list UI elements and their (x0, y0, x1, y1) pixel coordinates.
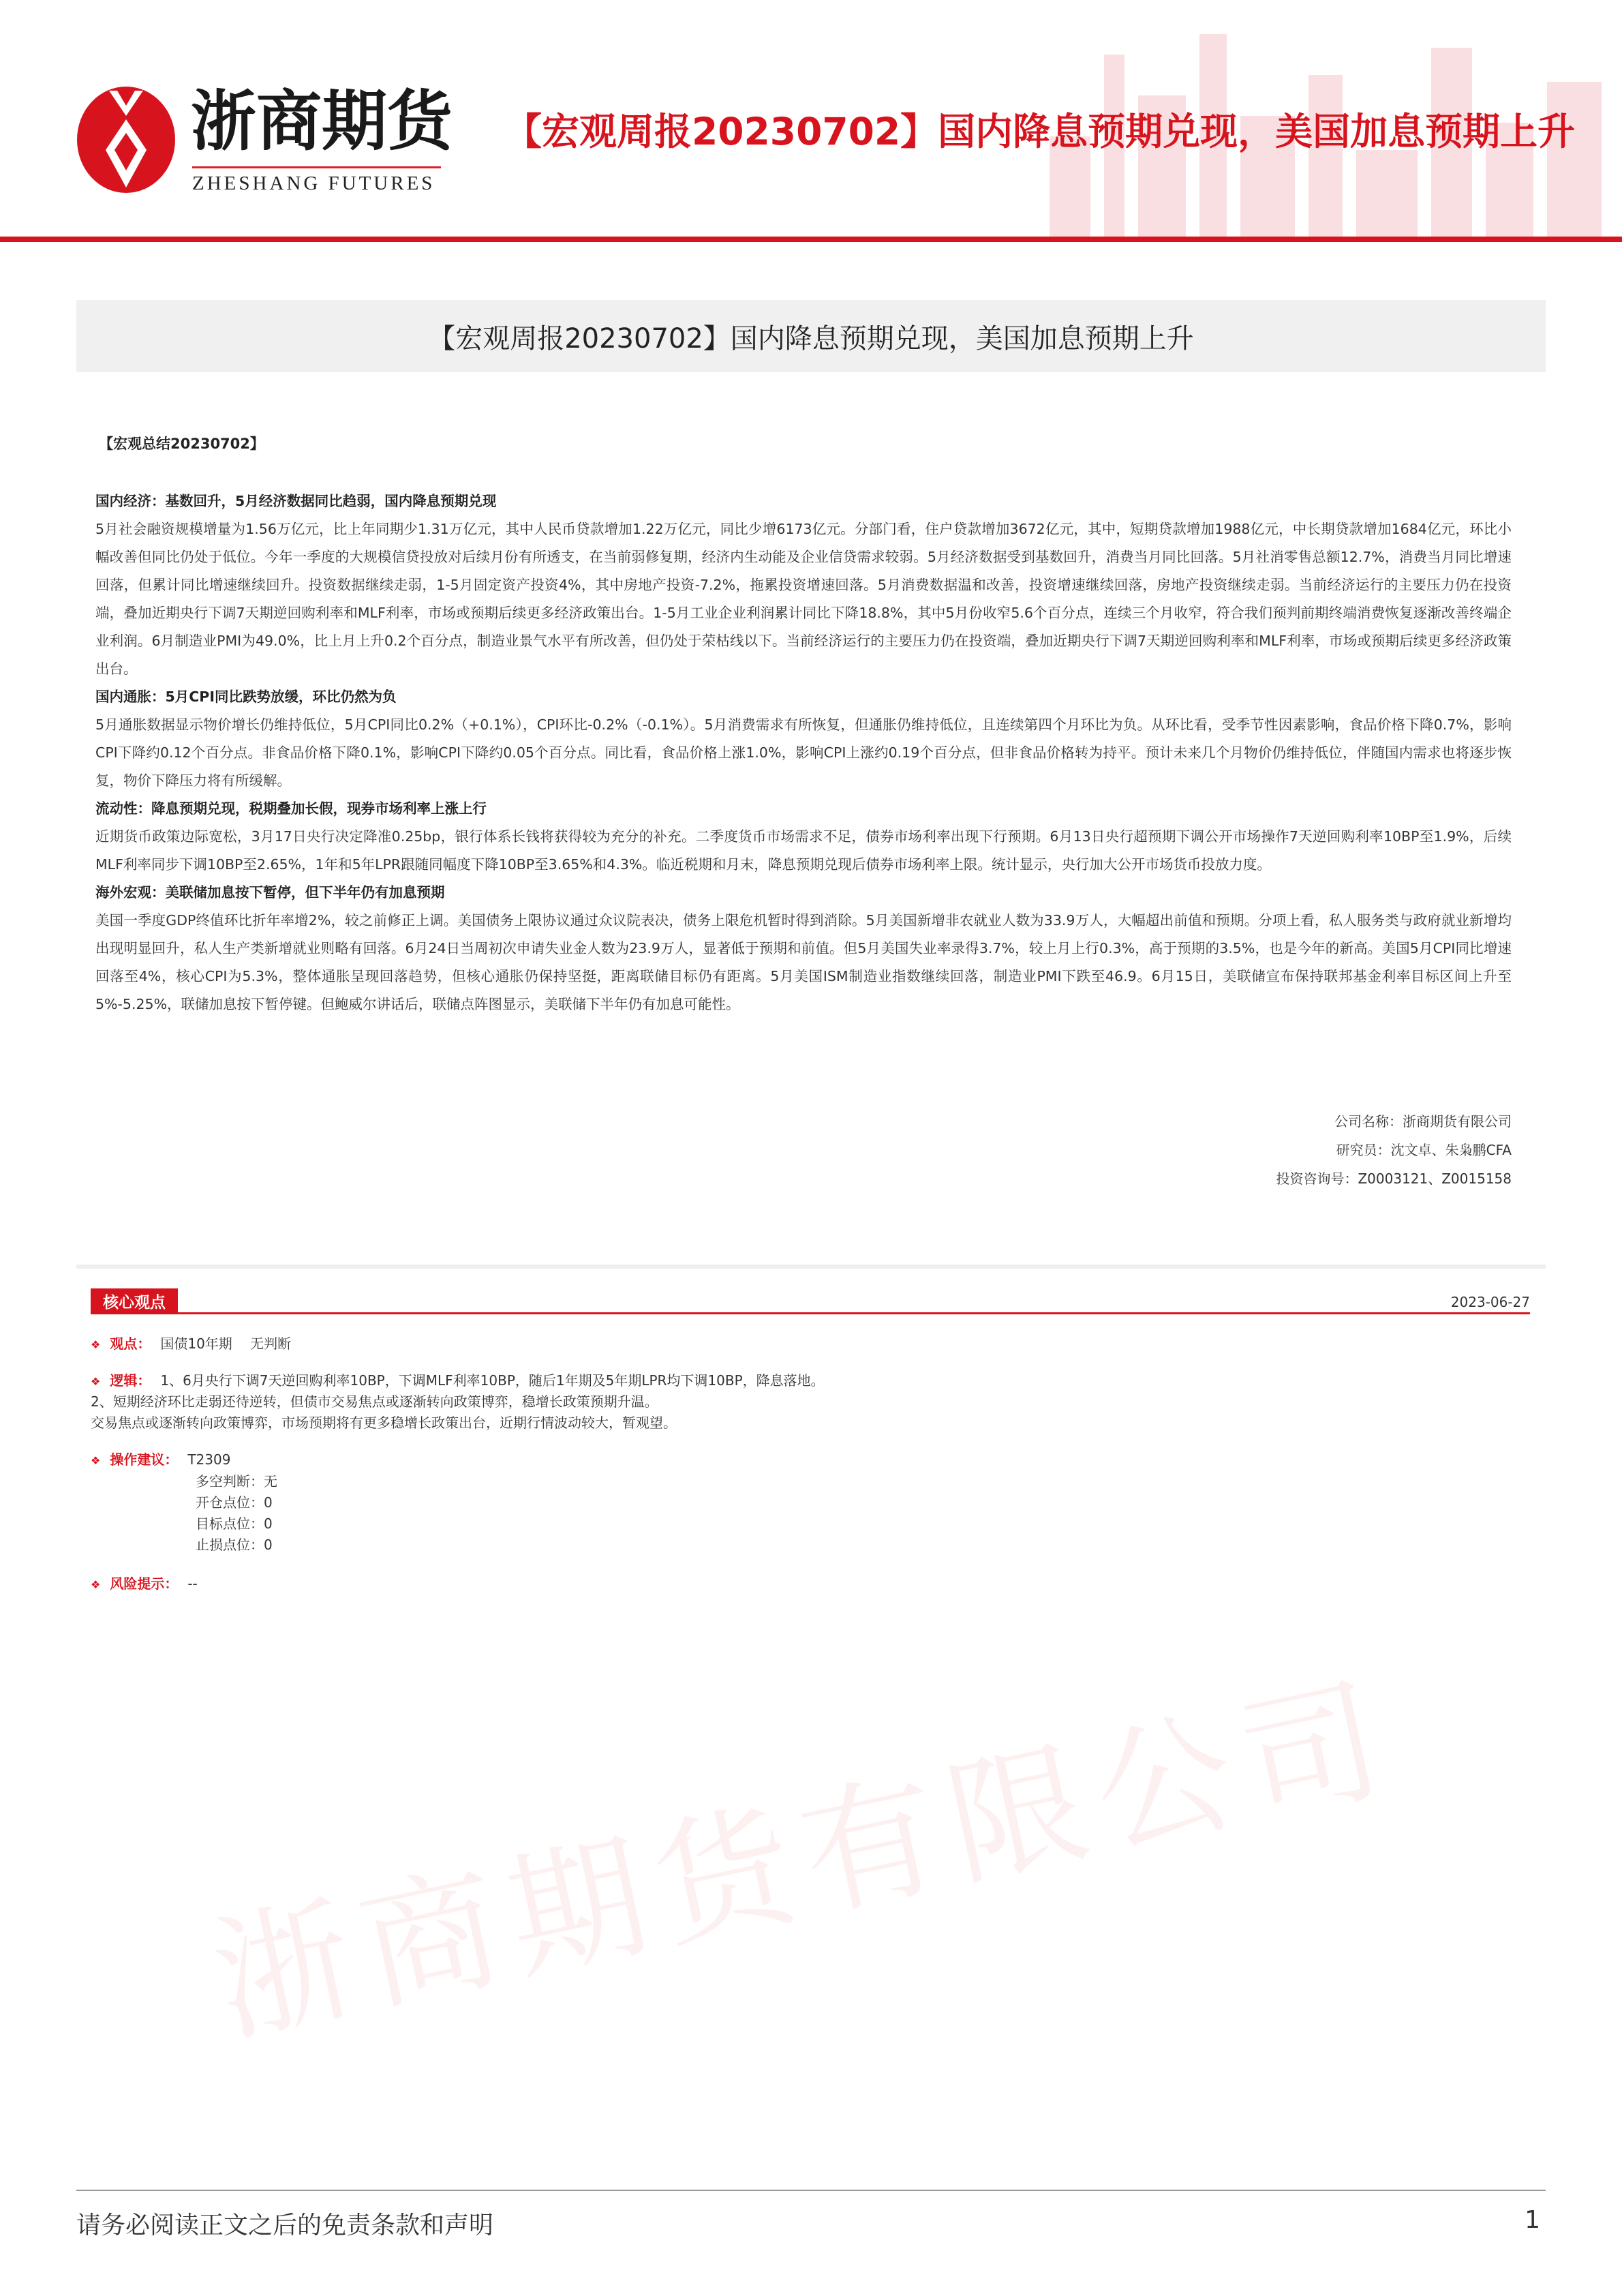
section-text: 近期货币政策边际宽松，3月17日央行决定降准0.25bp，银行体系长钱将获得较为充分的补充。二季度货币市场需求不足，债券市场利率出现下行预期。6月13日央行超预期下调公开市场操作7天逆回购利率10BP至1.9%，后续MLF利率同步下调10BP至2.65%，1年和5年LPR跟随同幅度下降10BP至3.65%和4.3%。临近税期和月末，降息预期兑现后债券市场利率上限。统计显示，央行加大公开市场货币投放力度。 (95, 828, 1512, 873)
summary-label: 【宏观总结20230702】 (99, 436, 264, 452)
section-text: 5月社会融资规模增量为1.56万亿元，比上年同期少1.31万亿元，其中人民币贷款增加1.22万亿元，同比少增6173亿元。分部门看，住户贷款增加3672亿元，其中，短期贷款增加1988亿元，中长期贷款增加1684亿元，环比小幅改善但同比仍处于低位。今年一季度的大规模信贷投放对后续月份有所透支，在当前弱修复期，经济内生动能及企业信贷需求较弱。5月经济数据受到基数回升，消费当月同比回落。5月社消零售总额12.7%，消费当月同比增速回落，但累计同比增速继续回升。投资数据继续走弱，1-5月固定资产投资4%，其中房地产投资-7.2%，拖累投资增速回落。5月消费数据温和改善，投资增速继续回落，房地产投资继续走弱。当前经济运行的主要压力仍在投资端，叠加近期央行下调7天期逆回购利率和MLF利率，市场或预期后续更多经济政策出台。1-5月工业企业利润累计同比下降18.8%，其中5月份收窄5.6个百分点，连续三个月收窄，符合我们预判前期终端消费恢复逐渐改善终端企业利润。6月制造业PMI为49.0%，比上月上升0.2个百分点，制造业景气水平有所改善，但仍处于荣枯线以下。当前经济运行的主要压力仍在投资端，叠加近期央行下调7天期逆回购利率和MLF利率，市场或预期后续更多经济政策出台。 (95, 521, 1512, 677)
section-heading: 流动性：降息预期兑现，税期叠加长假，现券市场利率上涨上行 (95, 800, 487, 817)
footer-divider (76, 2190, 1546, 2191)
section-text: 5月通胀数据显示物价增长仍维持低位，5月CPI同比0.2%（+0.1%），CPI环比-0.2%（-0.1%）。5月消费需求有所恢复，但通胀仍维持低位，且连续第四个月环比为负。从环比看，受季节性因素影响，食品价格下降0.7%，影响CPI下降约0.12个百分点。非食品价格下降0.1%，影响CPI下降约0.05个百分点。同比看，食品价格上涨1.0%，影响CPI上涨约0.19个百分点，但非食品价格转为持平。预计未来几个月物价仍维持低位，伴随国内需求也将逐步恢复，物价下降压力将有所缓解。 (95, 716, 1512, 789)
operation-contract: T2309 (187, 1451, 231, 1468)
bullet-icon: ❖ (91, 1578, 101, 1591)
logic-item (91, 1372, 825, 1391)
core-view-tag: 核心观点 (91, 1288, 178, 1313)
view-value: 国债10年期 无判断 (160, 1335, 292, 1352)
section-text: 美国一季度GDP终值环比折年率增2%，较之前修正上调。美国债务上限协议通过众议院表决，债务上限危机暂时得到消除。5月美国新增非农就业人数为33.9万人，大幅超出前值和预期。分项上看，私人服务类与政府就业新增均出现明显回升，私人生产类新增就业则略有回落。6月24日当周初次申请失业金人数为23.9万人，显著低于预期和前值。但5月美国失业率录得3.7%，较上月上行0.3%，高于预期的3.5%，也是今年的新高。美国5月CPI同比增速回落至4%，核心CPI为5.3%，整体通胀呈现回落趋势，但核心通胀仍保持坚挺，距离联储目标仍有距离。5月美国ISM制造业指数继续回落，制造业PMI下跌至46.9。6月15日，美联储宣布保持联邦基金利率目标区间上升至5%-5.25%，联储加息按下暂停键。但鲍威尔讲话后，联储点阵图显示，美联储下半年仍有加息可能性。 (95, 912, 1512, 1012)
operation-line: 开仓点位：0 (196, 1494, 273, 1511)
view-item (91, 1335, 291, 1354)
logo-mark-icon (75, 85, 177, 194)
header-title: 【宏观周报20230702】国内降息预期兑现，美国加息预期上升 (504, 110, 1576, 153)
watermark: 浙商期货有限公司 (200, 1658, 1407, 2064)
page-number: 1 (1525, 2206, 1540, 2234)
report-title: 【宏观周报20230702】国内降息预期兑现，美国加息预期上升 (76, 300, 1546, 372)
logic-label: 逻辑： (110, 1372, 151, 1389)
logo-rule (192, 166, 441, 168)
logo-text-en: ZHESHANG FUTURES (192, 172, 435, 194)
bullet-icon: ❖ (91, 1375, 101, 1388)
core-view-date: 2023-06-27 (1450, 1294, 1530, 1310)
researchers: 研究员：沈文卓、朱枭鹏CFA (1336, 1142, 1512, 1158)
core-view-rule (91, 1312, 1530, 1314)
bullet-icon: ❖ (91, 1338, 101, 1351)
operation-item (91, 1451, 230, 1470)
company-name: 公司名称：浙商期货有限公司 (1334, 1113, 1512, 1130)
license-numbers: 投资咨询号：Z0003121、Z0015158 (1276, 1170, 1512, 1187)
operation-label: 操作建议： (110, 1451, 179, 1468)
section-heading: 海外宏观：美联储加息按下暂停，但下半年仍有加息预期 (95, 884, 445, 901)
view-label: 观点： (110, 1335, 151, 1352)
bullet-icon: ❖ (91, 1454, 101, 1467)
risk-item (91, 1575, 198, 1594)
logic-line: 1、6月央行下调7天逆回购利率10BP，下调MLF利率10BP，随后1年期及5年期LPR均下调10BP，降息落地。 (160, 1372, 825, 1389)
section-divider (76, 1265, 1546, 1269)
header-divider (0, 237, 1622, 242)
logo-text-cn: 浙商期货 (191, 82, 453, 160)
operation-line: 多空判断：无 (196, 1473, 277, 1490)
footer-disclaimer: 请务必阅读正文之后的免责条款和声明 (76, 2211, 494, 2239)
risk-label: 风险提示： (110, 1575, 179, 1592)
section-heading: 国内通胀：5月CPI同比跌势放缓，环比仍然为负 (95, 689, 397, 705)
logic-line: 交易焦点或逐渐转向政策博弈，市场预期将有更多稳增长政策出台，近期行情波动较大，暂观望。 (91, 1415, 677, 1431)
risk-value: -- (187, 1575, 198, 1592)
logic-line: 2、短期经济环比走弱还待逆转，但债市交易焦点或逐渐转向政策博弈，稳增长政策预期升温。 (91, 1393, 658, 1410)
operation-line: 止损点位：0 (196, 1537, 273, 1553)
operation-line: 目标点位：0 (196, 1515, 273, 1532)
section-heading: 国内经济：基数回升，5月经济数据同比趋弱，国内降息预期兑现 (95, 493, 497, 509)
report-body (95, 487, 1512, 1018)
